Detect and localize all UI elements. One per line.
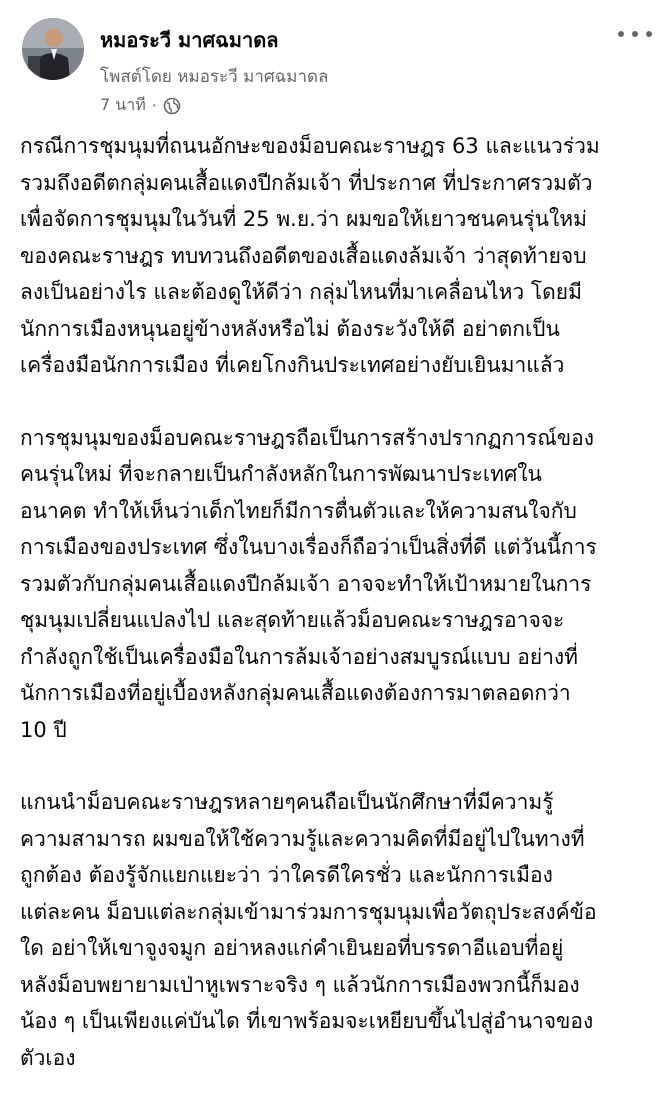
text-line: ตัวเอง <box>20 1045 76 1070</box>
text-line: ของคณะราษฎร ทบทวนถึงอดีตของเสื้อแดงล้มเจ้า ว่าสุดท้ายจบ <box>20 243 587 268</box>
more-dot <box>646 31 652 37</box>
text-line: เพื่อจัดการชุมนุมในวันที่ 25 พ.ย.ว่า ผมขอให้เยาวชนคนรุ่นใหม่ <box>20 207 587 231</box>
text-line: น้อง ๆ เป็นเพียงแค่บันได ที่เขาพร้อมจะเหยียบขึ้นไปสู่อำนาจของ <box>20 1009 594 1033</box>
post-paragraph <box>20 784 656 1076</box>
text-line: อนาคต ทำให้เห็นว่าเด็กไทยก็มีการตื่นตัวและให้ความสนใจกับ <box>20 498 577 523</box>
text-line: เครื่องมือนักการเมือง ที่เคยโกงกินประเทศอย่างยับเยินมาแล้ว <box>20 353 565 377</box>
text-line: ลงเป็นอย่างไร และต้องดูให้ดีว่า กลุ่มไหนที่มาเคลื่อนไหว โดยมี <box>20 280 582 304</box>
text-line: นักการเมืองหนุนอยู่ข้างหลังหรือไม่ ต้องระวังให้ดี อย่าตกเป็น <box>20 316 560 341</box>
author-name[interactable]: หมอระวี มาศฉมาดล <box>100 28 279 52</box>
post-paragraph <box>20 128 656 384</box>
more-options-button[interactable] <box>618 26 652 42</box>
text-line: นักการเมืองที่อยู่เบื้องหลังกลุ่มคนเสื้อแดงต้องการมาตลอดกว่า <box>20 681 571 705</box>
post-timestamp[interactable]: 7 นาที <box>100 95 146 114</box>
post-text <box>20 128 656 1112</box>
text-line: แกนนำม็อบคณะราษฎรหลายๆคนถือเป็นนักศึกษาที่มีความรู้ <box>20 790 554 814</box>
post-paragraph <box>20 420 656 749</box>
text-line: กรณีการชุมนุมที่ถนนอักษะของม็อบคณะราษฎร 63 และแนวร่วม <box>20 134 600 158</box>
text-line: แต่ละคน ม็อบแต่ละกลุ่มเข้ามาร่วมการชุมนุมเพื่อวัตถุประสงค์ข้อ <box>20 899 597 924</box>
globe-icon[interactable] <box>163 97 181 115</box>
text-line: หลังม็อบพยายามเป่าหูเพราะจริง ๆ แล้วนักการเมืองพวกนี้ก็มอง <box>20 972 580 997</box>
profile-photo-icon <box>22 18 84 80</box>
text-line: การชุมนุมของม็อบคณะราษฎรถือเป็นการสร้างปรากฏการณ์ของ <box>20 425 595 450</box>
text-line: ถูกต้อง ต้องรู้จักแยกแยะว่า ว่าใครดีใครชั่ว และนักการเมือง <box>20 863 553 887</box>
post-meta <box>100 93 181 118</box>
posted-by-label: โพสต์โดย หมอระวี มาศฉมาดล <box>100 67 329 87</box>
text-line: ชุมนุมเปลี่ยนแปลงไป และสุดท้ายแล้วม็อบคณะราษฎรอาจจะ <box>20 608 565 632</box>
text-line: กำลังถูกใช้เป็นเครื่องมือในการล้มเจ้าอย่างสมบูรณ์แบบ อย่างที่ <box>20 644 579 669</box>
meta-separator: · <box>151 96 157 115</box>
text-line: การเมืองของประเทศ ซึ่งในบางเรื่องก็ถือว่าเป็นสิ่งที่ดี แต่วันนี้การ <box>20 535 597 559</box>
text-line: ความสามารถ ผมขอให้ใช้ความรู้และความคิดที่มีอยู่ไปในทางที่ <box>20 826 585 851</box>
text-line: รวมถึงอดีตกลุ่มคนเสื้อแดงปีกล้มเจ้า ที่ประกาศ ที่ประกาศรวมตัว <box>20 170 593 195</box>
post-header <box>0 0 669 125</box>
text-line: รวมตัวกับกลุ่มคนเสื้อแดงปีกล้มเจ้า อาจจะทำให้เป้าหมายในการ <box>20 571 592 596</box>
text-line: 10 ปี <box>20 717 67 742</box>
more-dot <box>632 31 638 37</box>
more-dot <box>618 31 624 37</box>
text-line: คนรุ่นใหม่ ที่จะกลายเป็นกำลังหลักในการพัฒนาประเทศใน <box>20 462 542 486</box>
text-line: ใด อย่าให้เขาจูงจมูก อย่าหลงแก่คำเยินยอที่บรรดาอีแอบที่อยู่ <box>20 936 564 960</box>
author-avatar[interactable] <box>22 18 84 80</box>
